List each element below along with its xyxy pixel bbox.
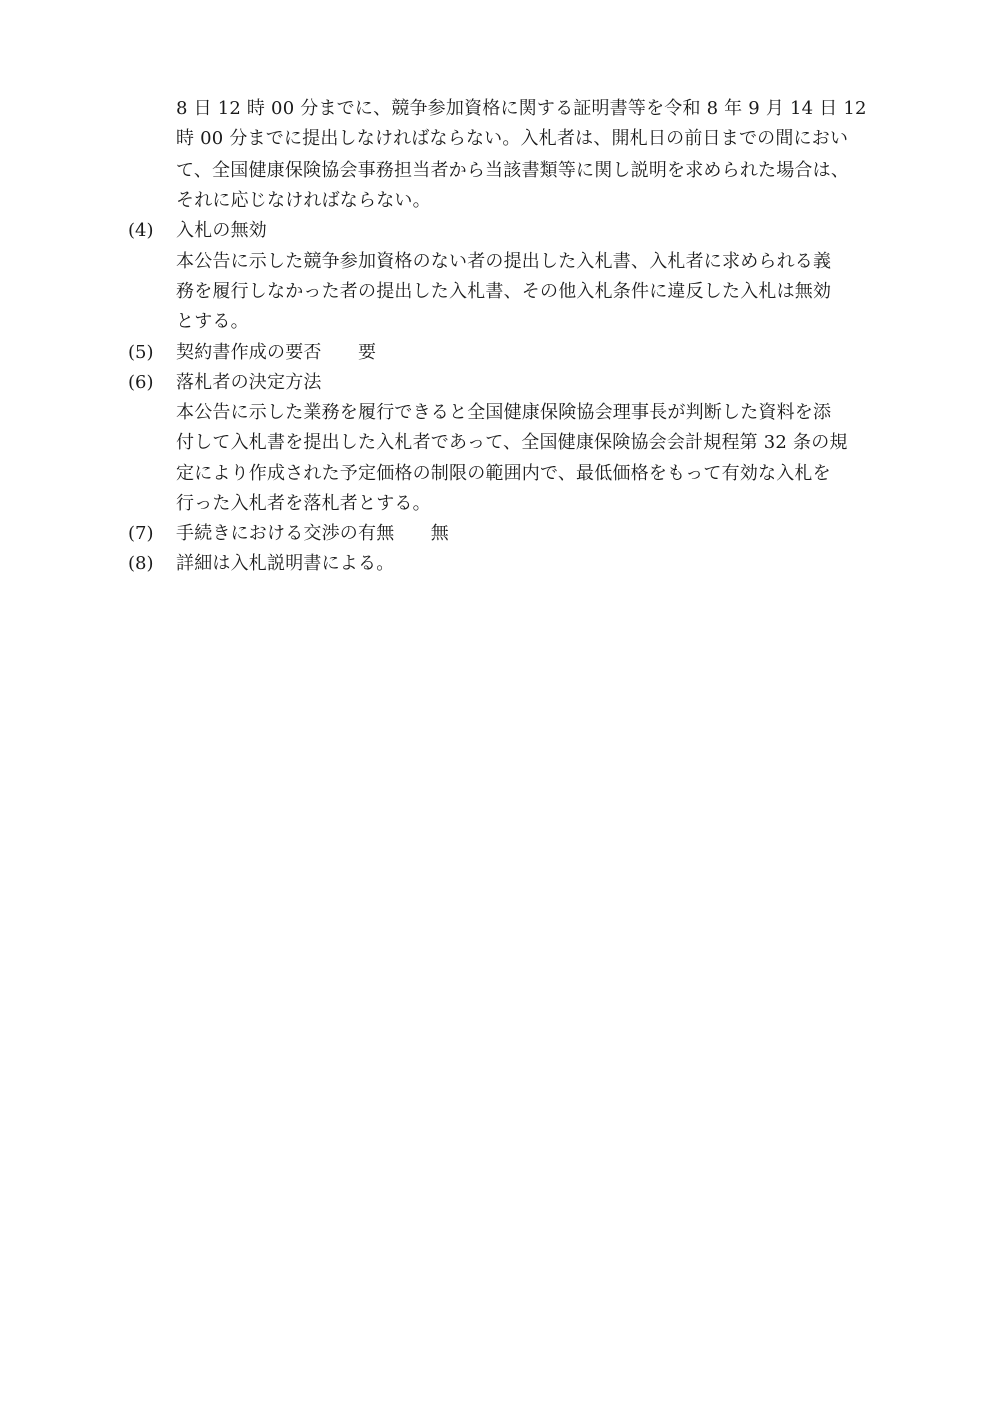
- item-7-number: (7): [128, 523, 154, 544]
- continuation-line-4: それに応じなければならない。: [176, 190, 431, 211]
- item-4-heading: 入札の無効: [176, 220, 267, 241]
- item-6-body-line-1: 本公告に示した業務を履行できると全国健康保険協会理事長が判断した資料を添: [176, 402, 832, 423]
- item-6-body-line-4: 行った入札者を落札者とする。: [176, 493, 431, 514]
- item-6-body-line-3: 定により作成された予定価格の制限の範囲内で、最低価格をもって有効な入札を: [176, 463, 831, 484]
- item-5-number: (5): [128, 342, 154, 363]
- item-4-body-line-1: 本公告に示した競争参加資格のない者の提出した入札書、入札者に求められる義: [176, 251, 832, 272]
- continuation-line-3: て、全国健康保険協会事務担当者から当該書類等に関し説明を求められた場合は、: [176, 160, 850, 181]
- item-7-heading: 手続きにおける交渉の有無 無: [176, 523, 449, 544]
- item-8-number: (8): [128, 553, 154, 574]
- item-6-number: (6): [128, 372, 154, 393]
- item-4-body-line-3: とする。: [176, 311, 249, 332]
- item-8-heading: 詳細は入札説明書による。: [176, 553, 395, 574]
- item-5-heading: 契約書作成の要否 要: [176, 342, 377, 363]
- continuation-line-2: 時 00 分までに提出しなければならない。入札者は、開札日の前日までの間におい: [176, 128, 849, 149]
- item-6-body-line-2: 付して入札書を提出した入札者であって、全国健康保険協会会計規程第 32 条の規: [176, 432, 848, 453]
- continuation-line-1: 8 日 12 時 00 分までに、競争参加資格に関する証明書等を令和 8 年 9 月 14 日 12: [176, 98, 867, 119]
- item-4-number: (4): [128, 220, 154, 241]
- item-4-body-line-2: 務を履行しなかった者の提出した入札書、その他入札条件に違反した入札は無効: [176, 281, 832, 302]
- item-6-heading: 落札者の決定方法: [176, 372, 322, 393]
